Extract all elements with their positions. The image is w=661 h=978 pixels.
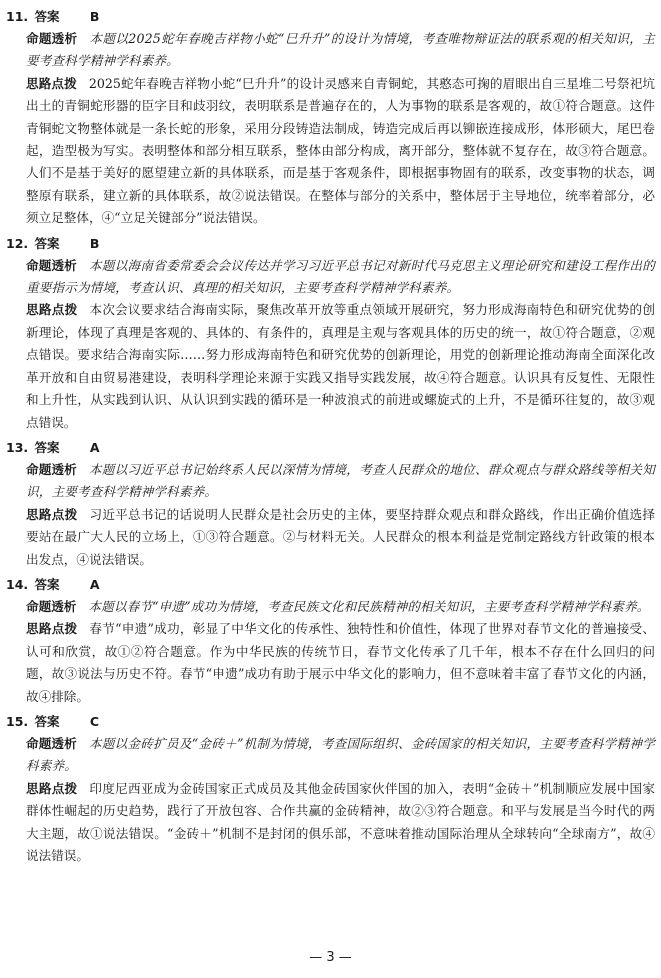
hint-paragraph: [26, 618, 655, 708]
answer-label: 答案: [34, 576, 60, 592]
question-number: 13.: [6, 439, 29, 455]
analysis-text: 本题以海南省委常委会会议传达并学习习近平总书记对新时代马克思主义理论研究和建设工程作出的重要指示为情境，考查认识、真理的相关知识，主要考查科学精神学科素养。: [26, 257, 656, 296]
answer-label: 答案: [34, 9, 60, 24]
question-number: 12.: [6, 235, 29, 251]
answer-value: A: [89, 439, 100, 455]
answer-label: 答案: [34, 713, 60, 729]
answer-value: C: [89, 713, 100, 729]
analysis-paragraph: [26, 733, 655, 778]
question-header: [6, 574, 655, 596]
question-block-12: [6, 233, 655, 434]
question-block-13: [6, 437, 655, 571]
analysis-paragraph: [26, 255, 655, 300]
hint-text: 习近平总书记的话说明人民群众是社会历史的主体，要坚持群众观点和群众路线，作出正确价值选择要站在最广大人民的立场上，①③符合题意。②与材料无关。人民群众的根本利益是党制定路线方针政策的根本出发点，④说法错误。: [26, 506, 656, 567]
question-header: [6, 233, 655, 255]
analysis-label: 命题透析: [26, 735, 77, 751]
analysis-paragraph: [26, 459, 655, 504]
hint-label: 思路点拨: [26, 506, 78, 522]
answer-value: B: [89, 9, 100, 24]
hint-label: 思路点拨: [26, 780, 78, 796]
hint-label: 思路点拨: [26, 621, 78, 637]
analysis-label: 命题透析: [26, 257, 77, 273]
question-header: [6, 711, 655, 733]
hint-text: 本次会议要求结合海南实际，聚焦改革开放等重点领域开展研究，努力形成海南特色和研究优势的创新理论，体现了真理是客观的、具体的、有条件的，真理是主观与客观具体的历史的统一，故①符合题意，②观点错误。要求结合海南实际……努力形成海南特色和研究优势的创新理论，用党的创新理论推动海南全面深化改革开放和自由贸易港建设，表明科学理论来源于实践又指导实践发展，故④符合题意。认识具有反复性、无限性和上升性，从实践到认识、从认识到实践的循环是一种波浪式的前进或螺旋式的上升，不是循环往复的，故③观点错误。: [26, 302, 656, 430]
hint-label: 思路点拨: [26, 75, 77, 91]
analysis-text: 本题以2025蛇年春晚吉祥物小蛇“巳升升”的设计为情境，考查唯物辩证法的联系观的相关知识，主要考查科学精神学科素养。: [26, 31, 656, 69]
analysis-text: 本题以金砖扩员及“金砖＋”机制为情境，考查国际组织、金砖国家的相关知识，主要考查科学精神学科素养。: [26, 735, 656, 774]
question-number: 15.: [6, 713, 29, 729]
hint-label: 思路点拨: [26, 302, 78, 318]
analysis-paragraph: [26, 28, 655, 73]
question-number: 11.: [6, 9, 29, 24]
question-header: [6, 6, 655, 28]
hint-text: 春节“申遗”成功，彰显了中华文化的传承性、独特性和价值性，体现了世界对春节文化的普遍接受、认可和欣赏，故①②符合题意。作为中华民族的传统节日，春节文化传承了几千年，根本不存在什么回归的问题，故③说法与历史不符。春节“申遗”成功有助于展示中华文化的影响力，但不意味着丰富了春节文化的内涵，故④排除。: [26, 621, 656, 704]
answer-value: A: [89, 576, 100, 592]
page-number: — 3 —: [309, 950, 352, 965]
analysis-label: 命题透析: [26, 461, 77, 477]
hint-paragraph: [26, 73, 655, 230]
hint-paragraph: [26, 778, 655, 868]
hint-paragraph: [26, 299, 655, 433]
answer-label: 答案: [34, 439, 60, 455]
answer-value: B: [89, 235, 100, 251]
answer-page: [6, 6, 655, 870]
hint-text: 2025蛇年春晚吉祥物小蛇“巳升升”的设计灵感来自青铜蛇，其憨态可掬的眉眼出自三星堆二号祭祀坑出土的青铜蛇形器的臣字目和歧羽纹，表明联系是普遍存在的，人为事物的联系是客观的，故①符合题意。这件青铜蛇文物整体就是一条长蛇的形象，采用分段铸造法制成，铸造完成后再以铆嵌连接成形，体形硕大，尾巴卷起，造型极为写实。表明整体和部分相互联系，整体由部分构成，离开部分，整体就不复存在，故③符合题意。人们不是基于美好的愿望建立新的具体联系，而是基于客观条件，即根据事物固有的联系，改变事物的状态，调整原有联系，建立新的具体联系，故②说法错误。在整体与部分的关系中，整体居于主导地位，统率着部分，必须立足整体，④“立足关键部分”说法错误。: [26, 75, 656, 226]
analysis-label: 命题透析: [26, 598, 77, 614]
question-block-14: [6, 574, 655, 708]
question-block-15: [6, 711, 655, 867]
question-number: 14.: [6, 576, 29, 592]
hint-paragraph: [26, 504, 655, 571]
question-block-11: [6, 6, 655, 230]
analysis-text: 本题以春节“申遗”成功为情境，考查民族文化和民族精神的相关知识，主要考查科学精神学科素养。: [88, 598, 650, 614]
analysis-label: 命题透析: [26, 31, 78, 46]
analysis-text: 本题以习近平总书记始终系人民以深情为情境，考查人民群众的地位、群众观点与群众路线等相关知识，主要考查科学精神学科素养。: [26, 461, 656, 500]
hint-text: 印度尼西亚成为金砖国家正式成员及其他金砖国家伙伴国的加入，表明“金砖＋”机制顺应发展中国家群体性崛起的历史趋势，践行了开放包容、合作共赢的金砖精神，故②③符合题意。和平与发展是当今时代的两大主题，故①说法错误。“金砖＋”机制不是封闭的俱乐部，不意味着推动国际治理从全球转向“全球南方”，故④说法错误。: [26, 780, 656, 863]
question-header: [6, 437, 655, 459]
analysis-paragraph: [26, 596, 655, 618]
answer-label: 答案: [34, 235, 60, 251]
